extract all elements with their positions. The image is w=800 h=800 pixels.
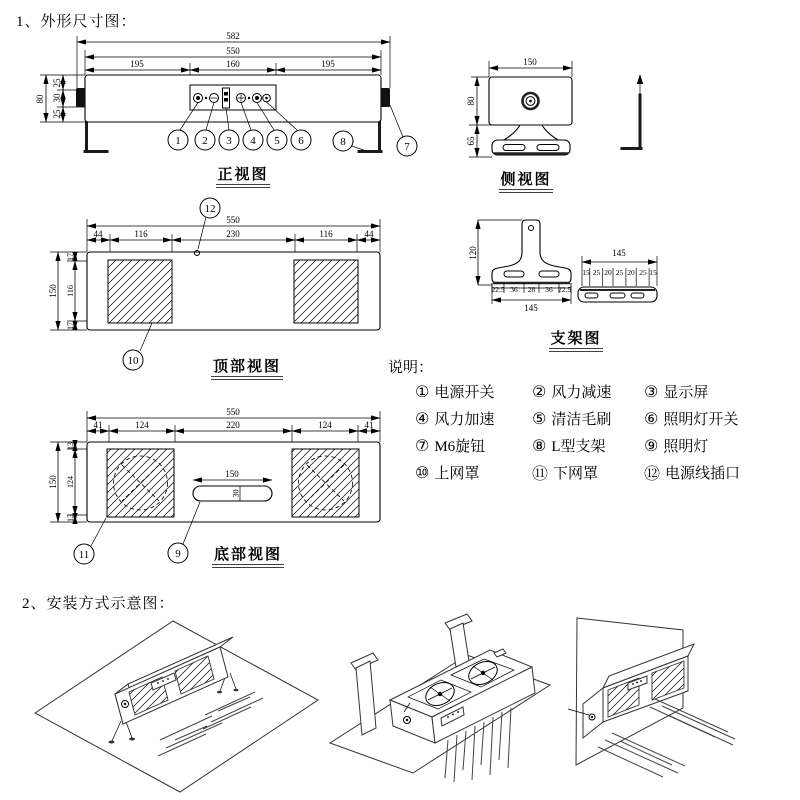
circled-3: ③ (644, 382, 659, 401)
l-bracket-left (85, 122, 107, 152)
balloon-3 (219, 130, 239, 150)
legend-label-9: 照明灯 (663, 439, 709, 455)
dim-28: 28 (527, 285, 536, 294)
m6-knob-left (76, 88, 85, 107)
svg-text:7: 7 (404, 141, 410, 153)
dim-550-bottom: 550 (226, 407, 240, 417)
dim-ts4: 25 (615, 268, 624, 277)
dim-22-5a: 22.5 (491, 285, 505, 294)
dim-116a: 116 (134, 229, 148, 239)
dim-550-top: 550 (226, 215, 240, 225)
dim-150-side: 150 (523, 57, 537, 67)
legend-item-2 (532, 378, 644, 405)
device-body-front (85, 75, 381, 122)
dim-145a: 145 (524, 303, 538, 313)
legend-label-7: M6旋钮 (434, 439, 486, 455)
legend-item-5 (532, 405, 644, 432)
lower-mesh-right (292, 449, 359, 517)
install-overhead-figure (330, 614, 550, 782)
section2-title: 2、安装方式示意图： (22, 596, 175, 612)
balloon-6 (291, 130, 311, 150)
dim-230: 230 (226, 229, 240, 239)
svg-text:2: 2 (202, 135, 208, 147)
dim-ts3: 20 (604, 268, 612, 277)
balloon-2 (195, 130, 215, 150)
circled-4: ④ (415, 409, 430, 428)
bottom-view (48, 407, 380, 568)
side-view-label: 侧视图 (500, 172, 552, 188)
balloon-5 (267, 130, 287, 150)
legend-item-7 (415, 432, 532, 459)
dim-150-top: 150 (48, 284, 58, 298)
dim-17b: 17 (66, 322, 75, 330)
dim-120: 120 (468, 246, 478, 260)
dim-80: 80 (35, 94, 45, 104)
dim-25-top: 25 (52, 78, 62, 88)
legend-item-10 (415, 459, 532, 486)
front-view-label: 正视图 (217, 167, 269, 183)
install-wall-figure (568, 618, 735, 777)
legend-label-12: 电源线插口 (665, 466, 741, 482)
legend-item-12 (644, 459, 800, 486)
top-view-label: 顶部视图 (212, 359, 282, 375)
legend-item-1 (415, 378, 532, 405)
legend-item-11 (532, 459, 644, 486)
circled-8: ⑧ (532, 436, 547, 455)
svg-text:9: 9 (175, 548, 181, 560)
balloon-1 (168, 130, 188, 150)
l-bracket-side (622, 74, 643, 149)
mount-post-left (351, 653, 378, 735)
svg-text:8: 8 (340, 136, 346, 148)
circled-11: ⑪ (532, 464, 549, 483)
dim-220: 220 (226, 420, 240, 430)
section1-title: 1、外形尺寸图： (16, 14, 137, 30)
dim-ts6: 25 (639, 268, 647, 277)
legend-label-6: 照明灯开关 (663, 412, 739, 428)
legend-label-10: 上网罩 (434, 466, 480, 482)
bottom-view-label: 底部视图 (213, 547, 283, 563)
dim-41b: 41 (364, 420, 374, 430)
dim-44a: 44 (93, 229, 103, 239)
legend-title: 说明： (388, 360, 434, 376)
dim-195-right: 195 (321, 59, 335, 69)
circled-6: ⑥ (644, 409, 659, 428)
dim-550: 550 (226, 46, 240, 56)
dim-195-left: 195 (130, 59, 144, 69)
upper-mesh-right (294, 260, 358, 323)
balloon-12 (198, 198, 220, 249)
bench-surface (35, 621, 318, 792)
dim-582: 582 (226, 31, 240, 41)
legend-item-3 (644, 378, 800, 405)
dim-44b: 44 (364, 229, 374, 239)
install-bench-figure (35, 621, 318, 792)
dim-80-side: 80 (466, 96, 476, 106)
m6-knob-right (381, 88, 390, 107)
dim-145b: 145 (612, 248, 626, 258)
svg-text:4: 4 (250, 135, 256, 147)
panel-dot (205, 97, 207, 99)
circled-10: ⑩ (415, 463, 430, 482)
upper-mesh-left (108, 260, 172, 323)
legend-label-5: 清洁毛刷 (551, 412, 612, 428)
dim-124b: 124 (318, 420, 332, 430)
legend-label-2: 风力减速 (551, 385, 612, 401)
dim-30: 30 (52, 93, 62, 103)
dim-ts7: 15 (649, 268, 657, 277)
legend-label-3: 显示屏 (663, 385, 709, 401)
dim-150-bottom: 150 (48, 475, 58, 489)
legend-label-11: 下网罩 (553, 466, 599, 482)
dim-13a: 13 (66, 442, 75, 450)
svg-text:12: 12 (204, 203, 216, 215)
svg-text:11: 11 (78, 549, 90, 561)
legend-label-4: 风力加速 (434, 412, 495, 428)
legend-label-1: 电源开关 (434, 385, 495, 401)
dim-160: 160 (226, 59, 240, 69)
legend (388, 356, 741, 483)
dim-116b: 116 (319, 229, 333, 239)
legend-grid (415, 378, 800, 486)
mount-post-right (445, 614, 472, 667)
dim-30-lamp: 30 (231, 489, 241, 498)
dim-116c: 116 (66, 285, 75, 297)
circled-2: ② (532, 382, 547, 401)
svg-text:1: 1 (175, 135, 181, 147)
dim-22-5b: 22.5 (557, 285, 572, 294)
dim-17a: 17 (66, 253, 75, 261)
dim-ts1: 15 (582, 268, 590, 277)
legend-item-4 (415, 405, 532, 432)
svg-text:5: 5 (274, 135, 280, 147)
fan-increase-icon (237, 94, 246, 103)
l-bracket-right (359, 122, 381, 152)
svg-text:10: 10 (127, 355, 139, 367)
dim-150-lamp: 150 (225, 469, 239, 479)
dim-ts5: 20 (627, 268, 635, 277)
legend-item-6 (644, 405, 800, 432)
dim-ts2: 25 (592, 268, 601, 277)
dim-41a: 41 (93, 420, 103, 430)
balloon-7 (397, 136, 417, 156)
balloon-11 (74, 518, 106, 564)
bracket-view-label: 支架图 (550, 331, 602, 347)
balloon-4 (243, 130, 263, 150)
panel-dot2 (248, 97, 250, 99)
dim-13b: 13 (66, 514, 75, 522)
dim-124a: 124 (135, 420, 149, 430)
side-view (466, 57, 643, 193)
circled-9: ⑨ (644, 436, 659, 455)
lower-mesh-left (107, 449, 174, 517)
dim-25-bottom: 25 (52, 109, 62, 119)
circled-12: ⑫ (644, 464, 661, 483)
circled-5: ⑤ (532, 409, 547, 428)
legend-item-8 (532, 432, 644, 459)
circled-7: ⑦ (415, 436, 430, 455)
circled-1: ① (415, 382, 430, 401)
svg-text:6: 6 (298, 135, 304, 147)
dim-36b: 36 (545, 285, 553, 294)
dim-36a: 36 (510, 285, 518, 294)
top-view (48, 198, 380, 380)
svg-text:3: 3 (226, 135, 232, 147)
balloon-8 (333, 131, 353, 151)
front-view (35, 31, 417, 188)
dim-65-side: 65 (466, 136, 476, 146)
legend-item-9 (644, 432, 800, 459)
bracket-view (468, 220, 657, 352)
legend-label-8: L型支架 (551, 439, 606, 455)
dim-124c: 124 (66, 476, 75, 488)
